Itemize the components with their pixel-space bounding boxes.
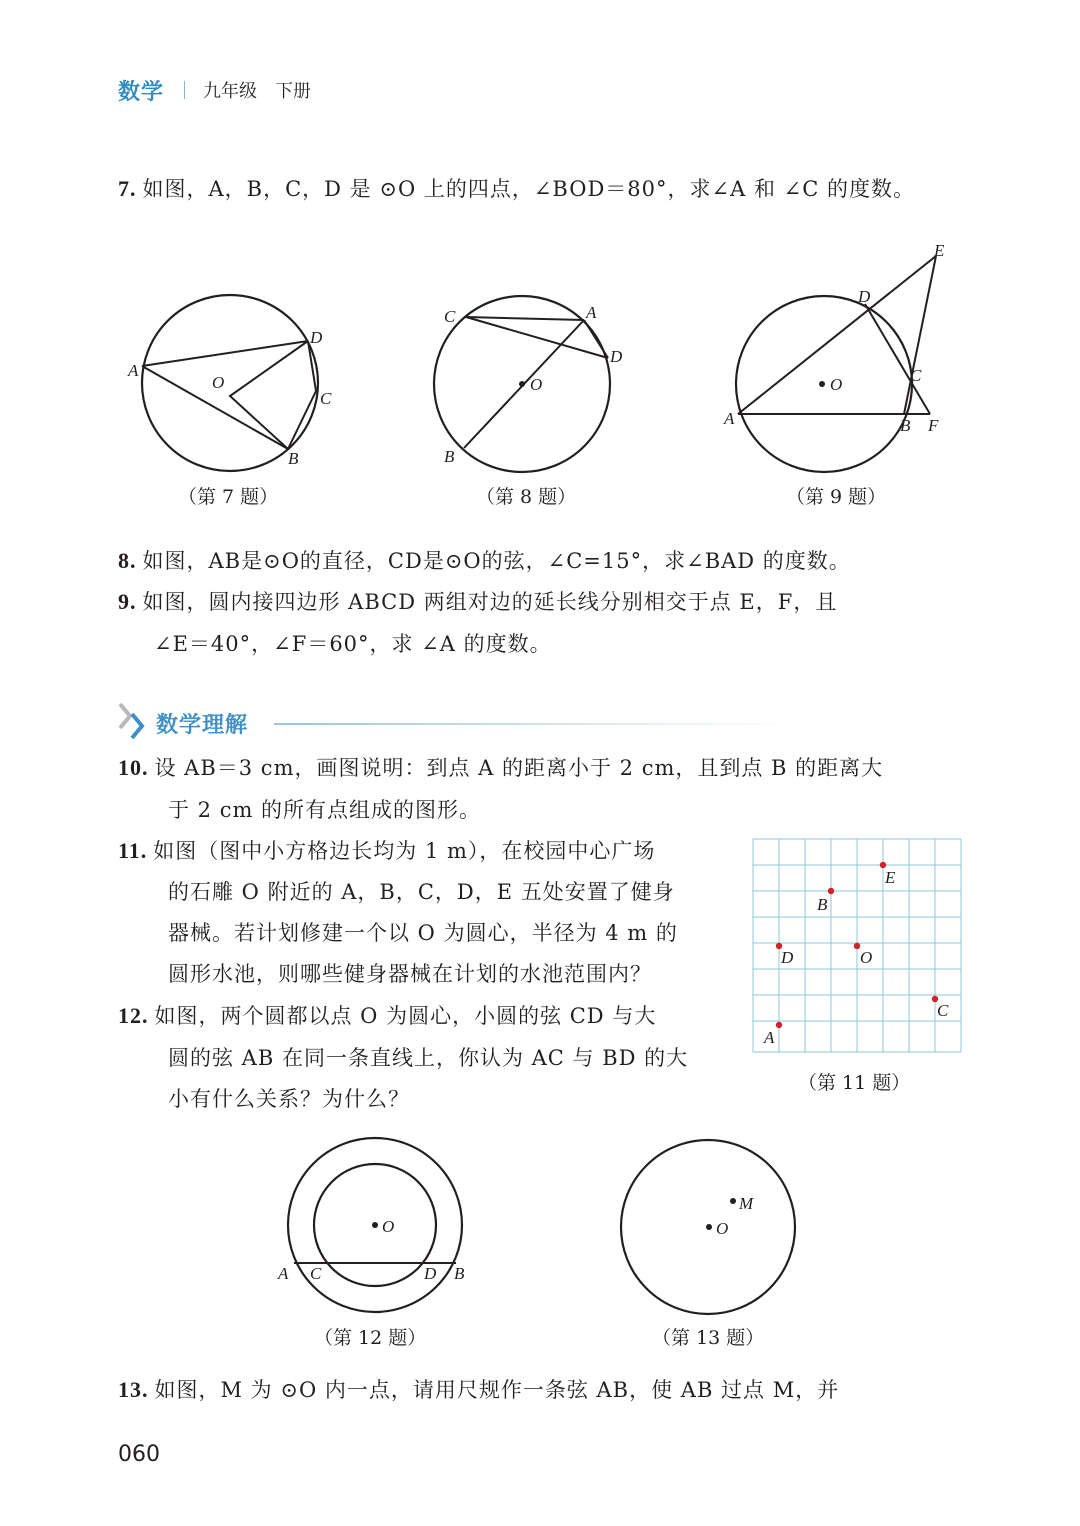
problem-number: 7. bbox=[118, 176, 137, 201]
problem-11-line-2: 的石雕 O 附近的 A，B，C，D，E 五处安置了健身 bbox=[168, 880, 675, 904]
problem-text: 设 AB＝3 cm，画图说明：到点 A 的距离小于 2 cm，且到点 B 的距离大 bbox=[154, 756, 884, 780]
problem-text: 如图（图中小方格边长均为 1 m），在校园中心广场 bbox=[153, 839, 656, 863]
label-a: A bbox=[586, 303, 597, 322]
problem-9-line-1 bbox=[118, 587, 837, 617]
figure-12 bbox=[270, 1134, 480, 1324]
figure-8 bbox=[424, 290, 634, 480]
problem-10-line-2: 于 2 cm 的所有点组成的图形。 bbox=[168, 798, 482, 822]
problem-text: 如图，AB是⊙O的直径，CD是⊙O的弦，∠C=15°，求∠BAD 的度数。 bbox=[142, 549, 851, 573]
label-a: A bbox=[724, 409, 735, 428]
figure-12-caption: （第 12 题） bbox=[314, 1327, 427, 1349]
label-e: E bbox=[885, 868, 896, 887]
problem-9-line-2: ∠E＝40°，∠F＝60°，求 ∠A 的度数。 bbox=[154, 632, 552, 656]
label-b: B bbox=[288, 449, 299, 468]
label-e: E bbox=[934, 241, 945, 260]
problem-7 bbox=[118, 174, 915, 204]
problem-text: 如图，M 为 ⊙O 内一点，请用尺规作一条弦 AB，使 AB 过点 M，并 bbox=[154, 1378, 840, 1402]
problem-11-line-4: 圆形水池，则哪些健身器械在计划的水池范围内？ bbox=[168, 962, 652, 986]
circle-o bbox=[142, 295, 318, 471]
label-b: B bbox=[454, 1264, 465, 1283]
figure-7 bbox=[120, 286, 340, 476]
problem-10-line-1 bbox=[118, 753, 883, 783]
problem-number: 9. bbox=[118, 589, 137, 614]
problem-number: 12. bbox=[118, 1003, 149, 1028]
label-o: O bbox=[212, 373, 225, 392]
header-divider bbox=[184, 81, 185, 99]
figure-11-caption: （第 11 题） bbox=[798, 1072, 911, 1094]
label-m: M bbox=[739, 1194, 754, 1213]
label-a: A bbox=[128, 361, 139, 380]
label-f: F bbox=[928, 416, 939, 435]
figure-13 bbox=[612, 1134, 812, 1324]
problem-text: 如图，A，B，C，D 是 ⊙O 上的四点，∠BOD＝80°，求∠A 和 ∠C 的度数。 bbox=[142, 177, 915, 201]
figure-9-caption: （第 9 题） bbox=[786, 486, 887, 508]
label-c: C bbox=[910, 366, 922, 385]
point-a bbox=[776, 1022, 782, 1028]
problem-8 bbox=[118, 546, 851, 576]
figure-9 bbox=[722, 238, 962, 478]
label-o: O bbox=[530, 375, 543, 394]
chevron-right-icon bbox=[116, 700, 156, 744]
point-b bbox=[828, 888, 834, 894]
label-a: A bbox=[278, 1264, 289, 1283]
point-m bbox=[730, 1198, 736, 1204]
problem-number: 11. bbox=[118, 838, 148, 863]
running-header bbox=[118, 72, 311, 108]
header-volume: 下册 bbox=[275, 81, 312, 102]
label-b: B bbox=[900, 416, 911, 435]
label-d: D bbox=[610, 347, 623, 366]
problem-number: 8. bbox=[118, 548, 137, 573]
label-d: D bbox=[310, 328, 323, 347]
center-point bbox=[819, 381, 825, 387]
label-o: O bbox=[860, 948, 873, 967]
line-ecb bbox=[904, 256, 936, 414]
label-d: D bbox=[858, 287, 871, 306]
chord-ca bbox=[466, 317, 584, 320]
label-o: O bbox=[716, 1219, 729, 1238]
problem-12-line-2: 圆的弦 AB 在同一条直线上，你认为 AC 与 BD 的大 bbox=[168, 1046, 689, 1070]
label-b: B bbox=[444, 447, 455, 466]
problem-13 bbox=[118, 1375, 839, 1405]
problem-12-line-1 bbox=[118, 1001, 656, 1031]
label-c: C bbox=[310, 1264, 322, 1283]
problem-12-line-3: 小有什么关系？为什么？ bbox=[168, 1087, 410, 1111]
figure-8-caption: （第 8 题） bbox=[476, 486, 577, 508]
figure-11-grid bbox=[752, 838, 964, 1054]
label-b: B bbox=[817, 895, 828, 914]
figure-13-caption: （第 13 题） bbox=[652, 1327, 765, 1349]
section-title: 数学理解 bbox=[156, 713, 249, 738]
center-point bbox=[519, 381, 525, 387]
figure-7-caption: （第 7 题） bbox=[178, 486, 279, 508]
section-heading bbox=[116, 700, 796, 744]
problem-number: 10. bbox=[118, 755, 149, 780]
label-c: C bbox=[937, 1001, 949, 1020]
label-o: O bbox=[382, 1217, 395, 1236]
label-a: A bbox=[764, 1028, 775, 1047]
problem-text: 如图，圆内接四边形 ABCD 两组对边的延长线分别相交于点 E，F，且 bbox=[142, 590, 838, 614]
problem-11-line-3: 器械。若计划修建一个以 O 为圆心，半径为 4 m 的 bbox=[168, 921, 678, 945]
quadrilateral-lines bbox=[142, 341, 308, 449]
problem-text: 如图，两个圆都以点 O 为圆心，小圆的弦 CD 与大 bbox=[154, 1004, 657, 1028]
label-o: O bbox=[830, 375, 843, 394]
label-c: C bbox=[444, 307, 456, 326]
center-point bbox=[706, 1224, 712, 1230]
label-c: C bbox=[320, 389, 332, 408]
label-d: D bbox=[424, 1264, 437, 1283]
center-point bbox=[372, 1222, 378, 1228]
header-subject: 数学 bbox=[118, 79, 165, 105]
page-number: 060 bbox=[118, 1442, 160, 1467]
line-dcf bbox=[865, 304, 930, 414]
problem-number: 13. bbox=[118, 1377, 149, 1402]
label-d: D bbox=[781, 948, 794, 967]
problem-11-line-1 bbox=[118, 836, 655, 866]
header-grade: 九年级 bbox=[203, 81, 258, 102]
section-rule bbox=[274, 723, 794, 725]
